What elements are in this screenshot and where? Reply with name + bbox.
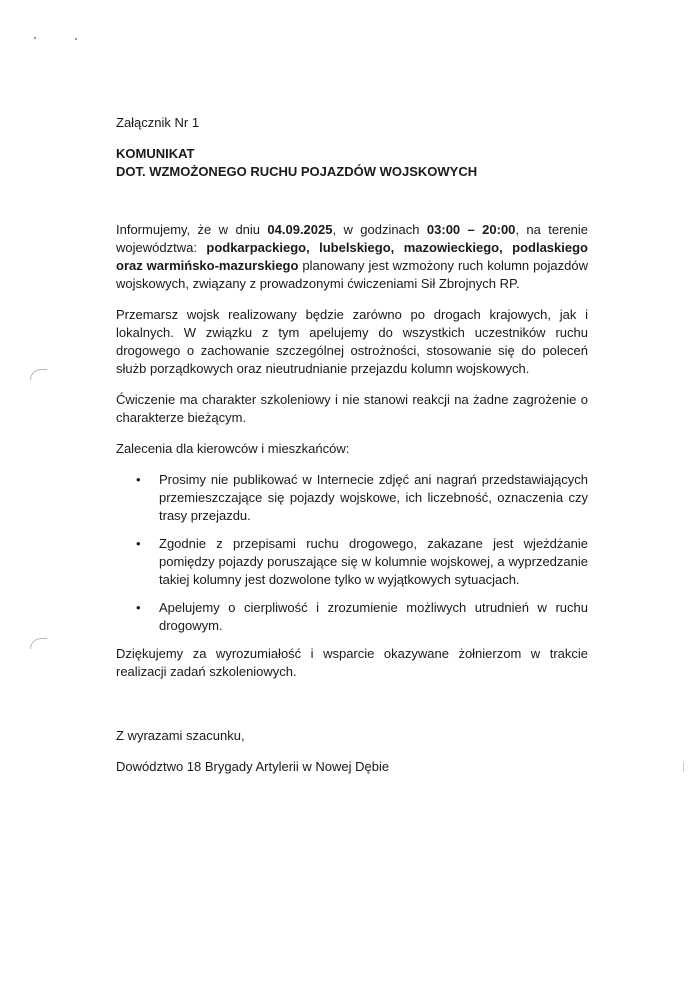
signature: Dowództwo 18 Brygady Artylerii w Nowej Dębie bbox=[116, 759, 390, 774]
list-item-text: Zgodnie z przepisami ruchu drogowego, zakazane jest wjeżdżanie pomiędzy pojazdy poruszające się w kolumnie wojskowej, a wyprzedzanie takiej kolumny jest dozwolone tylko w wyjątkowych sytuacjach. bbox=[159, 536, 588, 587]
paragraph-march-info: Przemarsz wojsk realizowany będzie zarówno po drogach krajowych, jak i lokalnych. W związku z tym apelujemy do wszystkich uczestników ruchu drogowego o zachowanie szczególnej ostrożności, stosowanie się do poleceń służb porządkowych oraz nieutrudnianie przejazdu kolumn wojskowych. bbox=[116, 307, 588, 376]
annex-label: Załącznik Nr 1 bbox=[116, 115, 200, 130]
heading-subject: DOT. WZMOŻONEGO RUCHU POJAZDÓW WOJSKOWYCH bbox=[116, 164, 478, 179]
list-item-text: Prosimy nie publikować w Internecie zdjęć ani nagrań przedstawiających przemieszczające się pojazdy wojskowe, ich liczebność, oznaczenia czy trasy przejazdu. bbox=[159, 472, 588, 523]
list-item bbox=[116, 471, 588, 525]
punch-hole-mark bbox=[30, 638, 47, 649]
recommendations-intro: Zalecenia dla kierowców i mieszkańców: bbox=[116, 441, 350, 456]
list-item-text: Apelujemy o cierpliwość i zrozumienie możliwych utrudnień w ruchu drogowym. bbox=[159, 600, 588, 633]
closing-salutation: Z wyrazami szacunku, bbox=[116, 728, 245, 743]
heading-title: KOMUNIKAT bbox=[116, 146, 195, 161]
paragraph-thanks: Dziękujemy za wyrozumiałość i wsparcie okazywane żołnierzom w trakcie realizacji zadań szkoleniowych. bbox=[116, 646, 588, 679]
list-item bbox=[116, 535, 588, 589]
list-item bbox=[116, 599, 588, 635]
scan-speck bbox=[75, 38, 77, 40]
document-body bbox=[116, 114, 588, 776]
paragraph-announcement: Informujemy, że w dniu 04.09.2025, w godzinach 03:00 – 20:00, na terenie województwa: podkarpackiego, lubelskiego, mazowieckiego, podlaskiego oraz warmińsko-mazurskiego planowany jest wzmożony ruch kolumn pojazdów wojskowych, związany z prowadzonymi ćwiczeniami Sił Zbrojnych RP. bbox=[116, 222, 589, 291]
exercise-date: 04.09.2025 bbox=[267, 222, 333, 237]
punch-hole-mark bbox=[30, 369, 47, 380]
bullet-icon: • bbox=[136, 600, 141, 615]
bullet-icon: • bbox=[136, 472, 141, 487]
exercise-hours: 03:00 – 20:00 bbox=[426, 222, 516, 237]
scan-edge-mark bbox=[683, 762, 684, 772]
bullet-icon: • bbox=[136, 536, 141, 551]
scan-speck bbox=[34, 37, 36, 39]
paragraph-exercise-nature: Ćwiczenie ma charakter szkoleniowy i nie stanowi reakcji na żadne zagrożenie o charakterze bieżącym. bbox=[116, 392, 588, 425]
affected-regions: podkarpackiego, lubelskiego, mazowieckiego, podlaskiego oraz warmińsko-mazurskiego bbox=[116, 240, 588, 273]
recommendations-list bbox=[116, 471, 588, 635]
document-heading bbox=[116, 145, 588, 181]
